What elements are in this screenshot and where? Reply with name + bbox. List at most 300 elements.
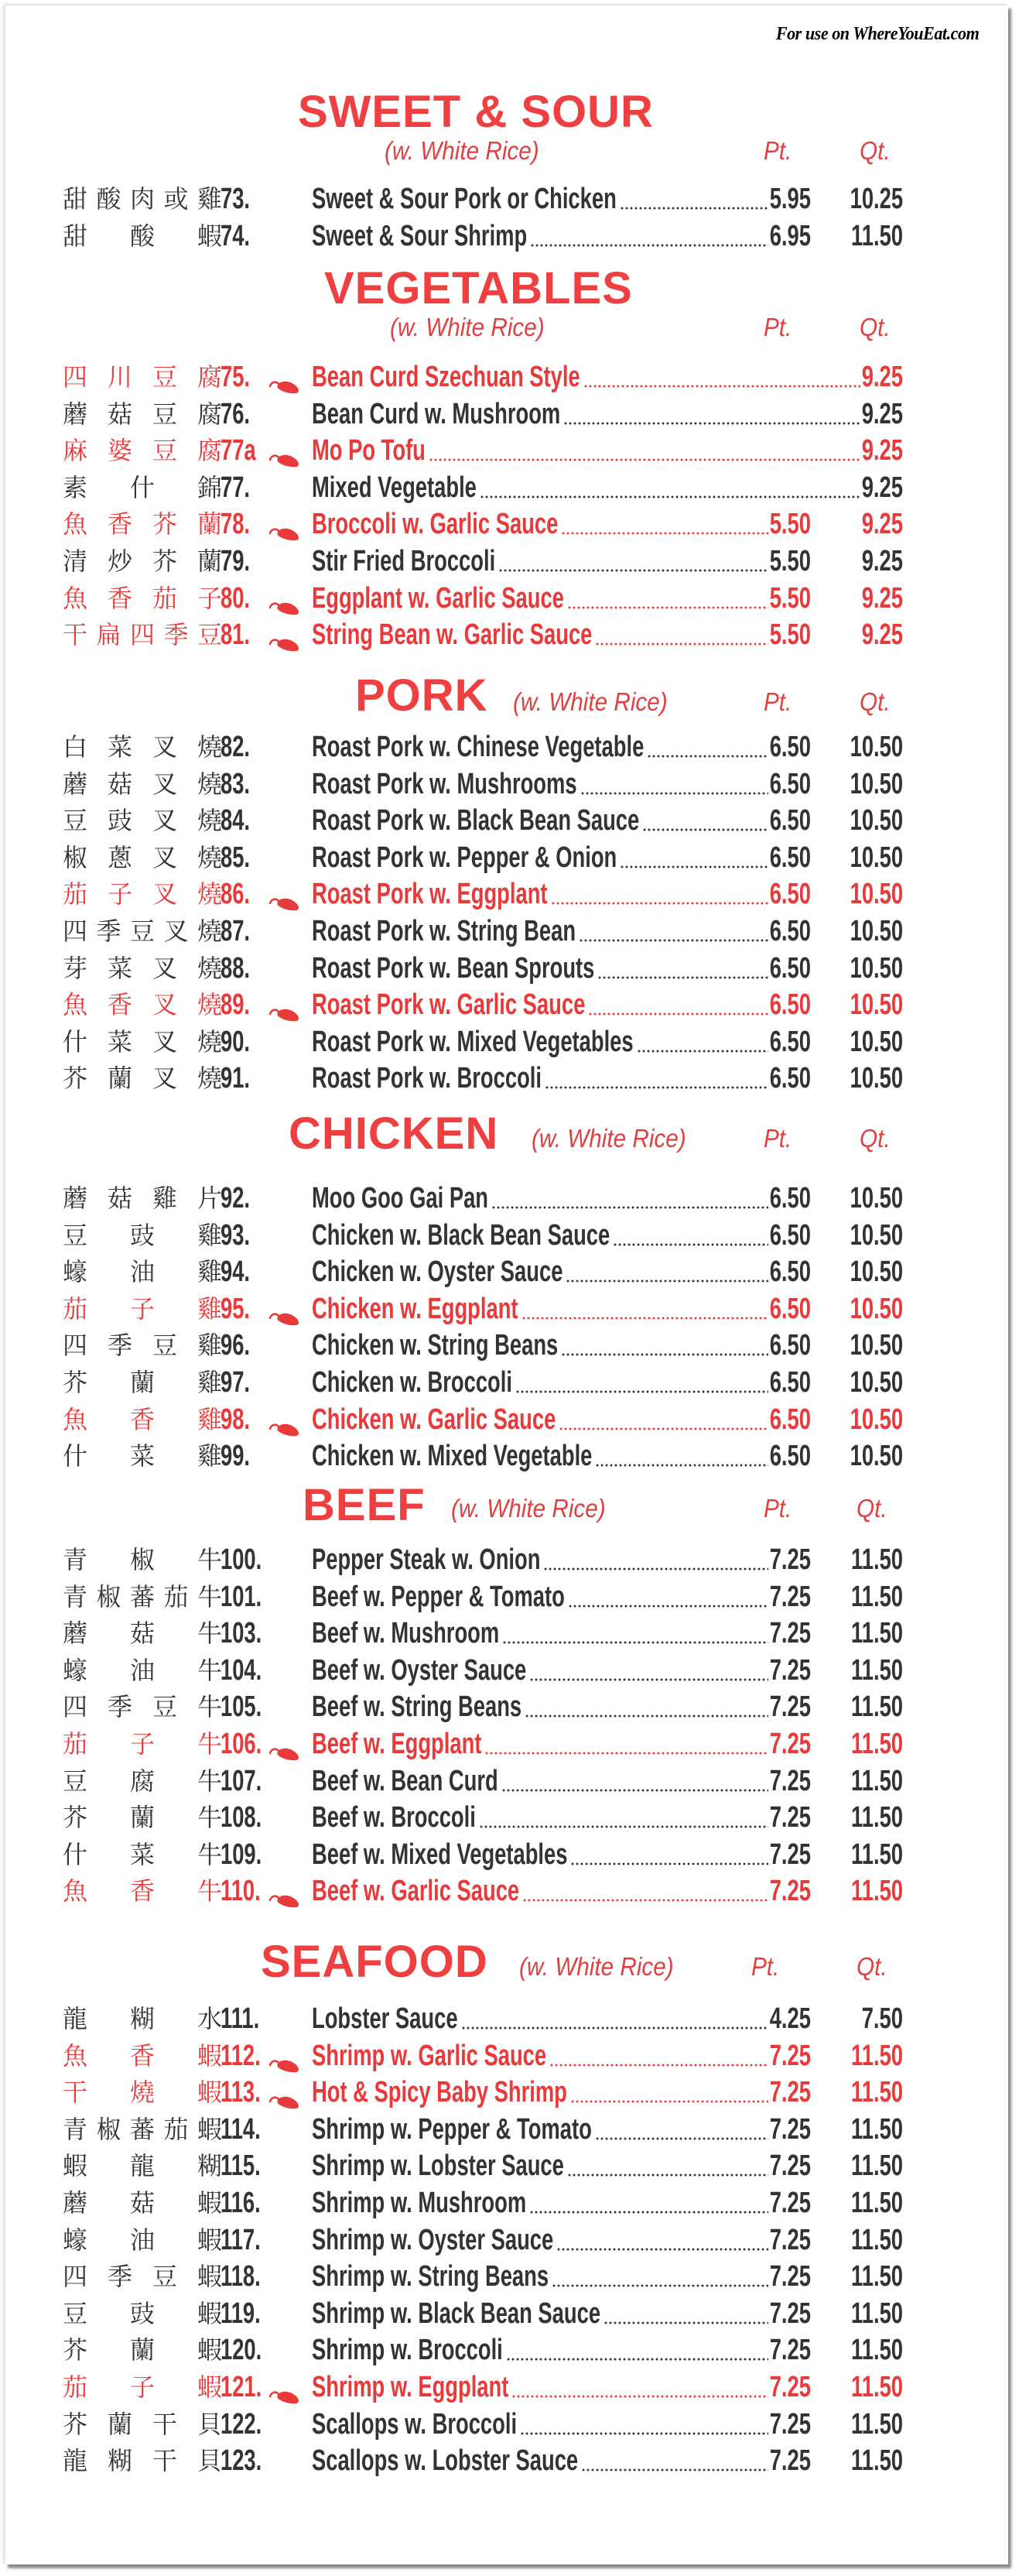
pint-price: 7.25 — [769, 2187, 811, 2219]
item-name: Beef w. Eggplant — [312, 1728, 482, 1760]
item-number: 83. — [221, 767, 251, 800]
menu-item-row — [5, 2295, 1008, 2332]
quart-price: 11.50 — [851, 1764, 903, 1797]
item-number: 115. — [221, 2150, 261, 2183]
item-name: Chicken w. String Beans — [312, 1329, 559, 1362]
item-number: 77. — [221, 471, 251, 504]
pint-price: 6.50 — [769, 915, 811, 947]
menu-item-row — [5, 1836, 1008, 1873]
menu-item-row — [5, 505, 1008, 543]
chinese-char: 叉 — [152, 769, 177, 799]
item-number: 101. — [221, 1580, 262, 1613]
pint-label: Pt. — [764, 687, 792, 716]
section-subtitle: (w. White Rice) — [451, 1494, 606, 1523]
dot-leader — [595, 1464, 768, 1467]
pint-price: 7.25 — [769, 2407, 811, 2441]
menu-item-row — [5, 2037, 1008, 2074]
dot-leader — [570, 1862, 768, 1865]
menu-item-row — [5, 875, 1008, 913]
pint-price: 5.95 — [769, 183, 811, 215]
menu-item-row — [5, 2147, 1008, 2184]
item-name: Roast Pork w. Garlic Sauce — [312, 988, 586, 1022]
chinese-name — [63, 1762, 222, 1800]
chinese-char: 牛 — [197, 1545, 222, 1574]
menu-item-row — [5, 1799, 1008, 1836]
chinese-char: 季 — [163, 620, 189, 650]
chinese-char: 豉 — [107, 806, 132, 836]
item-name: Beef w. Oyster Sauce — [312, 1653, 527, 1687]
chinese-char: 腐 — [197, 436, 222, 466]
pint-price: 6.50 — [769, 841, 811, 874]
section-title: BEEF — [303, 1480, 426, 1530]
chinese-char: 叉 — [152, 879, 177, 909]
item-name: Scallops w. Broccoli — [312, 2407, 518, 2441]
item-number: 110. — [221, 1875, 261, 1908]
chinese-name — [63, 1725, 222, 1762]
quart-price: 11.50 — [851, 2444, 903, 2478]
pint-price: 5.50 — [769, 581, 811, 615]
chinese-char: 牛 — [197, 1581, 222, 1612]
chinese-char: 香 — [129, 2040, 155, 2071]
pint-price: 7.25 — [769, 2260, 811, 2293]
chinese-char: 叉 — [163, 916, 189, 946]
section-subtitle: (w. White Rice) — [390, 313, 545, 341]
hot-pepper-icon — [268, 2083, 301, 2102]
quart-price: 11.50 — [851, 2297, 903, 2330]
section-title: SEAFOOD — [261, 1937, 488, 1987]
menu-item-row — [5, 432, 1008, 469]
dot-leader — [480, 495, 860, 498]
chinese-name — [63, 839, 222, 876]
item-name: Mo Po Tofu — [312, 434, 426, 468]
chinese-char: 雞 — [197, 1331, 222, 1361]
quart-price: 11.50 — [851, 2076, 903, 2109]
chinese-char: 雞 — [197, 1441, 222, 1471]
dot-leader — [595, 642, 768, 646]
dot-leader — [595, 2137, 768, 2140]
item-name: Lobster Sauce — [312, 2002, 458, 2035]
item-name: Pepper Steak w. Onion — [312, 1543, 541, 1576]
chinese-char: 燒 — [129, 2078, 155, 2108]
chinese-char: 雞 — [152, 1184, 177, 1213]
chinese-name — [63, 2295, 222, 2332]
pint-price: 6.50 — [769, 1440, 811, 1473]
menu-item-row — [5, 1437, 1008, 1475]
chinese-char: 雞 — [197, 1257, 222, 1287]
chinese-name — [63, 1253, 222, 1290]
item-number: 94. — [221, 1255, 251, 1289]
chinese-char: 香 — [107, 990, 132, 1020]
chinese-char: 蝦 — [197, 2188, 222, 2218]
quart-price: 11.50 — [851, 2150, 903, 2183]
quart-price: 11.50 — [851, 2187, 903, 2219]
quart-price: 11.50 — [851, 2039, 903, 2072]
dot-leader — [515, 1390, 768, 1393]
menu-item-row — [5, 1401, 1008, 1438]
section-title: SWEET & SOUR — [298, 87, 654, 137]
pint-price: 7.25 — [769, 1580, 811, 1613]
chinese-char: 茄 — [63, 1729, 88, 1759]
quart-price: 9.25 — [861, 361, 903, 393]
dot-leader — [620, 865, 768, 868]
item-name: Roast Pork w. Mixed Vegetables — [312, 1025, 634, 1058]
chinese-name — [63, 2258, 222, 2295]
chinese-char: 子 — [197, 583, 222, 613]
item-name: Beef w. Bean Curd — [312, 1764, 498, 1797]
chinese-name — [63, 2037, 222, 2074]
chinese-char: 魚 — [63, 509, 88, 540]
item-name: Scallops w. Lobster Sauce — [312, 2444, 579, 2478]
menu-item-row — [5, 543, 1008, 580]
item-number: 73. — [221, 183, 251, 215]
chinese-name — [63, 986, 222, 1023]
chinese-name — [63, 1872, 222, 1910]
item-name: Beef w. Garlic Sauce — [312, 1875, 520, 1908]
quart-price: 9.25 — [861, 618, 903, 652]
pint-price: 6.50 — [769, 1182, 811, 1214]
chinese-char: 豆 — [152, 436, 177, 466]
item-name: Roast Pork w. Eggplant — [312, 878, 548, 911]
dot-leader — [502, 1641, 768, 1644]
section-subtitle: (w. White Rice) — [532, 1124, 686, 1153]
dot-leader — [552, 2284, 768, 2287]
chinese-char: 麻 — [63, 436, 88, 466]
quart-price: 10.50 — [850, 1062, 903, 1095]
menu-item-row — [5, 1253, 1008, 1290]
chinese-char: 豆 — [152, 2262, 177, 2292]
dot-leader — [637, 1050, 768, 1053]
quart-price: 11.50 — [851, 1838, 903, 1871]
chinese-char: 燒 — [197, 732, 222, 762]
item-number: 76. — [221, 397, 251, 430]
item-number: 78. — [221, 508, 251, 541]
quart-price: 9.25 — [861, 581, 903, 615]
chinese-char: 素 — [63, 472, 88, 502]
menu-item-row — [5, 1023, 1008, 1060]
item-name: Shrimp w. Mushroom — [312, 2187, 527, 2219]
menu-item-row — [5, 2221, 1008, 2259]
item-name: Moo Goo Gai Pan — [312, 1182, 489, 1214]
chinese-char: 四 — [63, 1692, 88, 1722]
pint-price: 6.50 — [769, 988, 811, 1022]
quart-label: Qt. — [860, 687, 891, 716]
pint-price: 7.25 — [769, 2039, 811, 2072]
dot-leader — [566, 1279, 768, 1283]
chinese-char: 干 — [63, 620, 88, 650]
quart-price: 7.50 — [861, 2002, 903, 2035]
item-number: 113. — [221, 2076, 261, 2109]
pint-price: 7.25 — [769, 1875, 811, 1908]
chinese-char: 豆 — [63, 806, 88, 836]
pint-price: 7.25 — [769, 2112, 811, 2146]
dot-leader — [613, 1243, 768, 1246]
item-name: Chicken w. Garlic Sauce — [312, 1403, 556, 1436]
chinese-char: 油 — [129, 1257, 155, 1287]
chinese-char: 什 — [63, 1026, 88, 1057]
item-number: 75. — [221, 361, 251, 393]
chinese-char: 蝦 — [197, 2335, 222, 2365]
menu-item-row — [5, 2406, 1008, 2443]
chinese-char: 蝦 — [197, 221, 222, 251]
pint-price: 5.50 — [769, 618, 811, 652]
chinese-char: 腐 — [197, 399, 222, 429]
quart-price: 9.25 — [861, 434, 903, 468]
dot-leader — [549, 2064, 768, 2067]
quart-price: 11.50 — [851, 1690, 903, 1724]
chinese-char: 菇 — [107, 1184, 132, 1213]
menu-item-row — [5, 766, 1008, 803]
quart-price: 10.50 — [850, 1366, 903, 1399]
item-name: Beef w. String Beans — [312, 1690, 522, 1724]
quart-price: 10.50 — [850, 988, 903, 1022]
menu-item-row — [5, 1652, 1008, 1689]
chinese-char: 芥 — [152, 546, 177, 576]
item-number: 93. — [221, 1218, 251, 1252]
hot-pepper-icon — [268, 515, 301, 533]
chinese-char: 豆 — [197, 620, 222, 650]
dot-leader — [642, 828, 768, 831]
chinese-char: 菜 — [129, 1839, 155, 1869]
item-name: Chicken w. Mixed Vegetable — [312, 1440, 593, 1473]
chinese-name — [63, 875, 222, 913]
pint-price: 7.25 — [769, 1801, 811, 1834]
chinese-char: 燒 — [197, 806, 222, 836]
chinese-char: 什 — [63, 1441, 88, 1471]
chinese-name — [63, 580, 222, 617]
quart-price: 9.25 — [861, 397, 903, 430]
quart-price: 11.50 — [851, 1875, 903, 1908]
chinese-name — [63, 543, 222, 580]
dot-leader — [581, 2468, 768, 2472]
dot-leader — [561, 1353, 768, 1356]
item-name: Roast Pork w. String Bean — [312, 915, 576, 947]
item-name: Shrimp w. Broccoli — [312, 2334, 503, 2367]
chinese-name — [63, 1437, 222, 1475]
chinese-char: 燒 — [197, 916, 222, 946]
chinese-char: 酸 — [129, 221, 155, 251]
pint-label: Pt. — [764, 313, 792, 341]
chinese-char: 蝦 — [63, 2151, 88, 2181]
item-number: 117. — [221, 2223, 261, 2256]
menu-item-row — [5, 2074, 1008, 2111]
pint-price: 7.25 — [769, 1543, 811, 1576]
chinese-char: 芥 — [63, 2335, 88, 2365]
quart-price: 10.50 — [850, 841, 903, 874]
chinese-name — [63, 2074, 222, 2111]
chinese-char: 蘑 — [63, 2188, 88, 2218]
chinese-char: 季 — [107, 2262, 132, 2292]
item-number: 79. — [221, 545, 251, 577]
chinese-char: 菜 — [107, 1026, 132, 1057]
dot-leader — [567, 606, 768, 609]
item-name: Chicken w. Black Bean Sauce — [312, 1218, 610, 1252]
dot-leader — [521, 1317, 768, 1320]
menu-item-row — [5, 1688, 1008, 1725]
hot-pepper-icon — [268, 368, 301, 386]
chinese-name — [63, 432, 222, 469]
item-number: 90. — [221, 1025, 251, 1058]
pint-price: 4.25 — [769, 2002, 811, 2035]
chinese-char: 清 — [63, 546, 88, 576]
chinese-char: 糊 — [129, 2004, 155, 2033]
chinese-name — [63, 1060, 222, 1097]
pint-price: 7.25 — [769, 2334, 811, 2367]
chinese-name — [63, 2147, 222, 2184]
chinese-name — [63, 2184, 222, 2221]
quart-label: Qt. — [857, 1494, 887, 1523]
chinese-char: 干 — [63, 2078, 88, 2108]
dot-leader — [498, 569, 768, 572]
item-name: Roast Pork w. Broccoli — [312, 1062, 542, 1095]
chinese-char: 豆 — [63, 2298, 88, 2328]
item-name: Sweet & Sour Pork or Chicken — [312, 183, 617, 215]
chinese-char: 魚 — [63, 583, 88, 613]
chinese-char: 蝦 — [197, 2078, 222, 2108]
chinese-char: 叉 — [152, 806, 177, 836]
item-number: 91. — [221, 1062, 251, 1095]
menu-item-row — [5, 1615, 1008, 1652]
quart-price: 11.50 — [851, 1728, 903, 1760]
chinese-name — [63, 2221, 222, 2259]
chinese-char: 油 — [129, 1655, 155, 1685]
dot-leader — [568, 1605, 768, 1608]
quart-label: Qt. — [860, 313, 891, 341]
chinese-char: 香 — [129, 1404, 155, 1434]
item-name: Hot & Spicy Baby Shrimp — [312, 2076, 567, 2109]
chinese-char: 燒 — [197, 990, 222, 1020]
chinese-char: 龍 — [63, 2446, 88, 2476]
item-number: 88. — [221, 951, 251, 985]
item-name: Roast Pork w. Pepper & Onion — [312, 841, 617, 874]
chinese-char: 炒 — [107, 546, 132, 576]
dot-leader — [567, 2174, 768, 2177]
chinese-char: 豉 — [129, 2298, 155, 2328]
dot-leader — [620, 207, 768, 210]
dot-leader — [545, 1086, 768, 1089]
quart-price: 11.50 — [851, 1543, 903, 1576]
chinese-char: 燒 — [197, 879, 222, 909]
chinese-char: 四 — [63, 1331, 88, 1361]
hot-pepper-icon — [268, 1300, 301, 1318]
chinese-char: 牛 — [197, 1729, 222, 1759]
item-number: 103. — [221, 1617, 262, 1650]
pint-price: 6.50 — [769, 1025, 811, 1058]
quart-price: 10.25 — [850, 183, 903, 215]
chinese-char: 叉 — [152, 842, 177, 872]
item-number: 87. — [221, 915, 251, 947]
chinese-char: 香 — [107, 583, 132, 613]
chinese-char: 蝦 — [197, 2372, 222, 2402]
chinese-char: 叉 — [152, 953, 177, 983]
item-name: Roast Pork w. Bean Sprouts — [312, 951, 595, 985]
chinese-name — [63, 180, 222, 218]
quart-label: Qt. — [857, 1952, 887, 1981]
chinese-char: 雞 — [197, 1368, 222, 1397]
hot-pepper-icon — [268, 589, 301, 608]
item-number: 106. — [221, 1728, 262, 1760]
quart-price: 10.50 — [850, 767, 903, 800]
chinese-char: 蘑 — [63, 1184, 88, 1213]
quart-price: 10.50 — [850, 1255, 903, 1289]
chinese-char: 叉 — [152, 990, 177, 1020]
quart-price: 11.50 — [851, 2371, 903, 2403]
item-number: 107. — [221, 1764, 262, 1797]
chinese-char: 龍 — [129, 2151, 155, 2181]
pint-price: 6.50 — [769, 731, 811, 763]
item-number: 100. — [221, 1543, 262, 1576]
chinese-char: 豆 — [63, 1766, 88, 1796]
chinese-char: 蘑 — [63, 399, 88, 429]
quart-price: 11.50 — [851, 2223, 903, 2256]
menu-item-row — [5, 1364, 1008, 1401]
item-name: Beef w. Broccoli — [312, 1801, 476, 1834]
chinese-char: 蝦 — [197, 2298, 222, 2328]
chinese-char: 錦 — [197, 472, 222, 502]
quart-price: 10.50 — [850, 878, 903, 911]
chinese-name — [63, 1652, 222, 1689]
item-name: Beef w. Mixed Vegetables — [312, 1838, 568, 1871]
chinese-char: 芥 — [63, 1368, 88, 1397]
chinese-char: 雞 — [197, 184, 222, 214]
chinese-name — [63, 766, 222, 803]
chinese-char: 魚 — [63, 2040, 88, 2071]
quart-price: 9.25 — [861, 545, 903, 577]
menu-item-row — [5, 1327, 1008, 1364]
chinese-name — [63, 2000, 222, 2037]
chinese-name — [63, 1217, 222, 1254]
dot-leader — [579, 939, 768, 942]
chinese-char: 蘑 — [63, 769, 88, 799]
item-number: 111. — [221, 2002, 260, 2035]
chinese-char: 青 — [63, 1545, 88, 1574]
dot-leader — [501, 1789, 768, 1792]
item-name: Chicken w. Broccoli — [312, 1366, 512, 1399]
chinese-char: 油 — [129, 2225, 155, 2255]
chinese-char: 季 — [107, 1331, 132, 1361]
quart-price: 10.50 — [850, 804, 903, 838]
pint-price: 7.25 — [769, 1653, 811, 1687]
chinese-char: 椒 — [96, 1581, 121, 1612]
item-name: Mixed Vegetable — [312, 471, 477, 504]
item-number: 89. — [221, 988, 251, 1022]
item-name: Broccoli w. Garlic Sauce — [312, 508, 559, 541]
chinese-char: 叉 — [152, 732, 177, 762]
chinese-char: 川 — [107, 362, 132, 392]
chinese-name — [63, 1327, 222, 1364]
chinese-char: 甜 — [63, 221, 88, 251]
quart-price: 10.50 — [850, 915, 903, 947]
chinese-char: 四 — [129, 620, 155, 650]
pint-price: 6.50 — [769, 878, 811, 911]
hot-pepper-icon — [268, 625, 301, 644]
menu-item-row — [5, 396, 1008, 433]
chinese-name — [63, 1615, 222, 1652]
dot-leader — [551, 902, 768, 905]
chinese-char: 香 — [129, 1876, 155, 1906]
menu-item-row — [5, 2184, 1008, 2221]
quart-price: 11.50 — [851, 2260, 903, 2293]
chinese-char: 水 — [197, 2004, 222, 2033]
dot-leader — [429, 458, 860, 461]
pint-price: 7.25 — [769, 2444, 811, 2478]
chinese-char: 雞 — [197, 1220, 222, 1250]
chinese-char: 燒 — [197, 953, 222, 983]
item-name: Bean Curd w. Mushroom — [312, 397, 561, 430]
item-number: 92. — [221, 1182, 251, 1214]
dot-leader — [479, 1825, 768, 1828]
quart-price: 10.50 — [850, 731, 903, 763]
item-number: 99. — [221, 1440, 251, 1473]
